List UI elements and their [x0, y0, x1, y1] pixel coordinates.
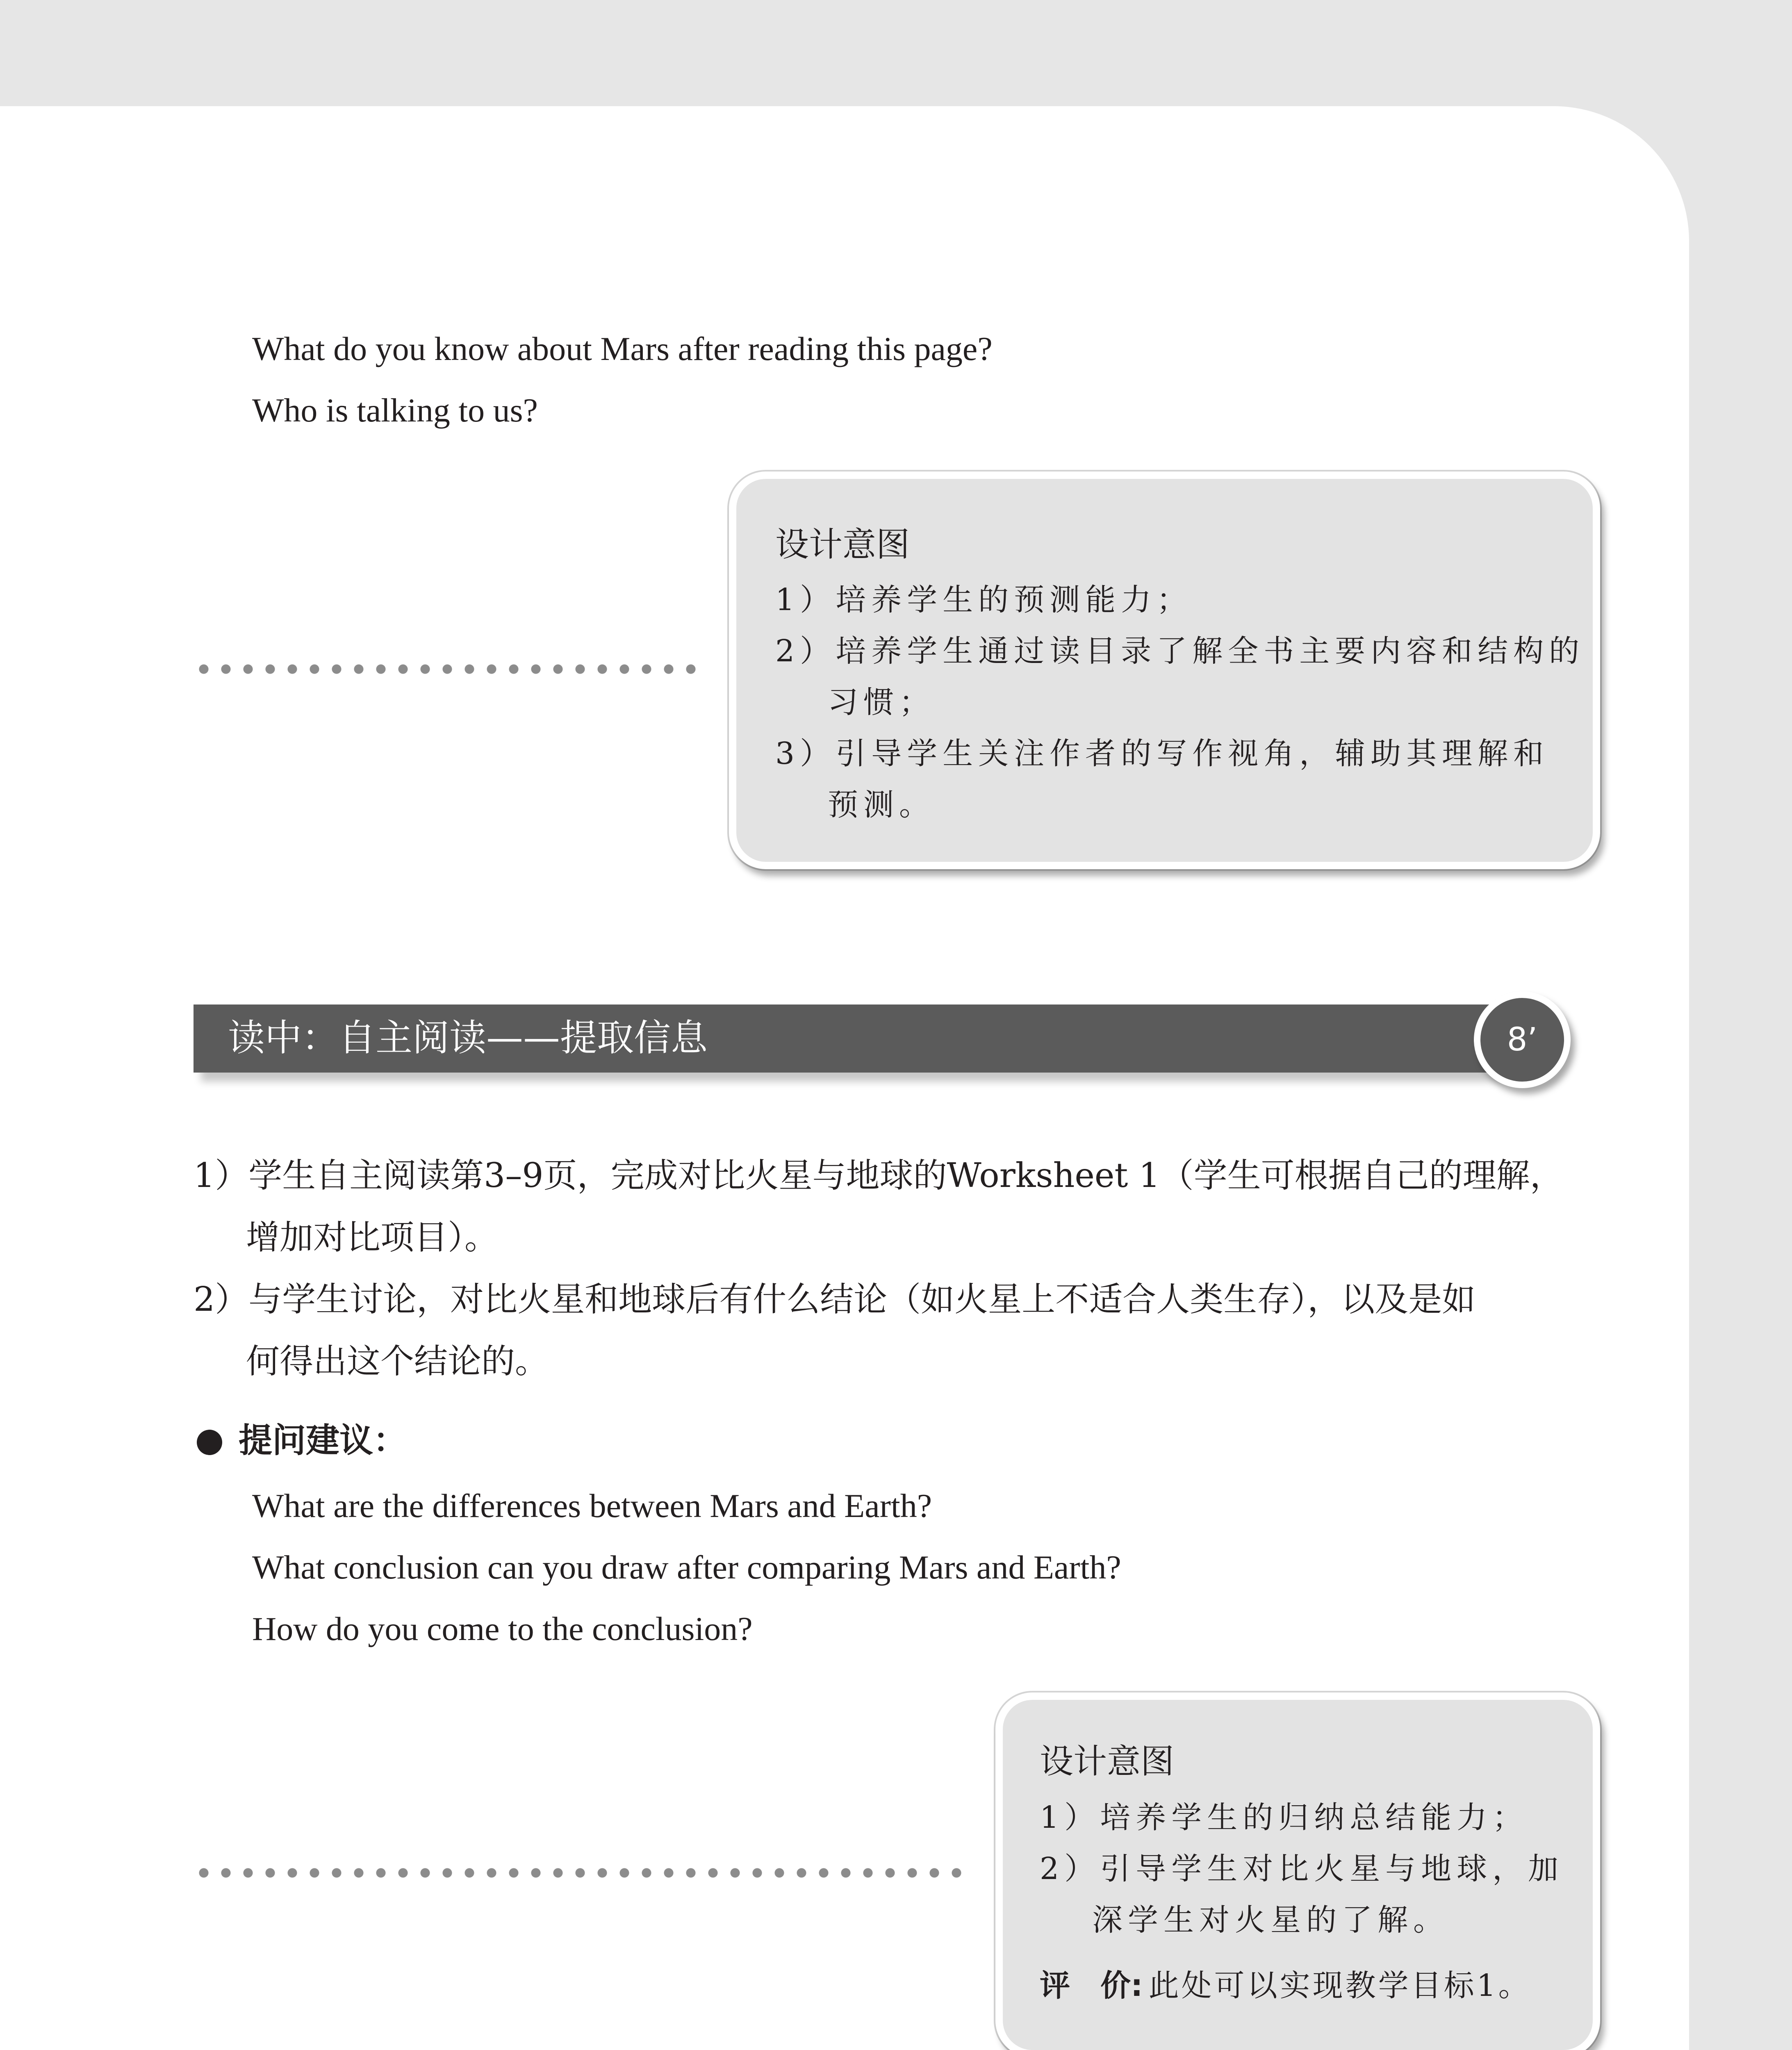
- suggested-question: How do you come to the conclusion?: [252, 1610, 753, 1647]
- section-banner: [194, 1004, 1505, 1073]
- callout-line: 1）培养学生的归纳总结能力；: [1040, 1800, 1528, 1835]
- callout-line: 深学生对火星的了解。: [1092, 1902, 1449, 1938]
- section-title: 读中：自主阅读——提取信息: [228, 1016, 708, 1059]
- suggested-question: What are the differences between Mars and Earth?: [252, 1487, 932, 1524]
- step-line: 1）学生自主阅读第3–9页，完成对比火星与地球的Worksheet 1（学生可根据自己的理解，: [194, 1156, 1564, 1195]
- callout-line: 2）引导学生对比火星与地球，加: [1040, 1851, 1564, 1886]
- callout-line: 习惯；: [828, 685, 935, 720]
- evaluation-label: 评 价:: [1040, 1968, 1143, 2003]
- intro-question: What do you know about Mars after reading this page?: [252, 330, 993, 367]
- evaluation-text: 此处可以实现教学目标1。: [1148, 1968, 1531, 2003]
- evaluation-line: [1040, 1970, 1531, 2001]
- callout-line: 预测。: [828, 787, 935, 822]
- dotted-leader: [193, 664, 702, 674]
- dotted-leader: [193, 1868, 972, 1878]
- callout-title: 设计意图: [775, 525, 910, 564]
- callout-line: 1）培养学生的预测能力；: [775, 582, 1193, 617]
- step-line: 增加对比项目）。: [246, 1218, 499, 1257]
- suggested-question: What conclusion can you draw after comparing Mars and Earth?: [252, 1549, 1121, 1586]
- intro-question: Who is talking to us?: [252, 392, 538, 429]
- callout-line: 3）引导学生关注作者的写作视角，辅助其理解和: [775, 736, 1549, 771]
- callout-line: 2）培养学生通过读目录了解全书主要内容和结构的: [775, 633, 1585, 669]
- step-line: 2）与学生讨论，对比火星和地球后有什么结论（如火星上不适合人类生存），以及是如: [194, 1280, 1476, 1319]
- time-badge: 8’: [1474, 991, 1571, 1088]
- design-intent-callout: [995, 1692, 1600, 2050]
- bullet-icon: [197, 1430, 222, 1455]
- design-intent-callout: [729, 472, 1600, 869]
- suggestions-title: 提问建议：: [239, 1421, 407, 1460]
- callout-title: 设计意图: [1040, 1742, 1175, 1781]
- step-line: 何得出这个结论的。: [246, 1342, 549, 1381]
